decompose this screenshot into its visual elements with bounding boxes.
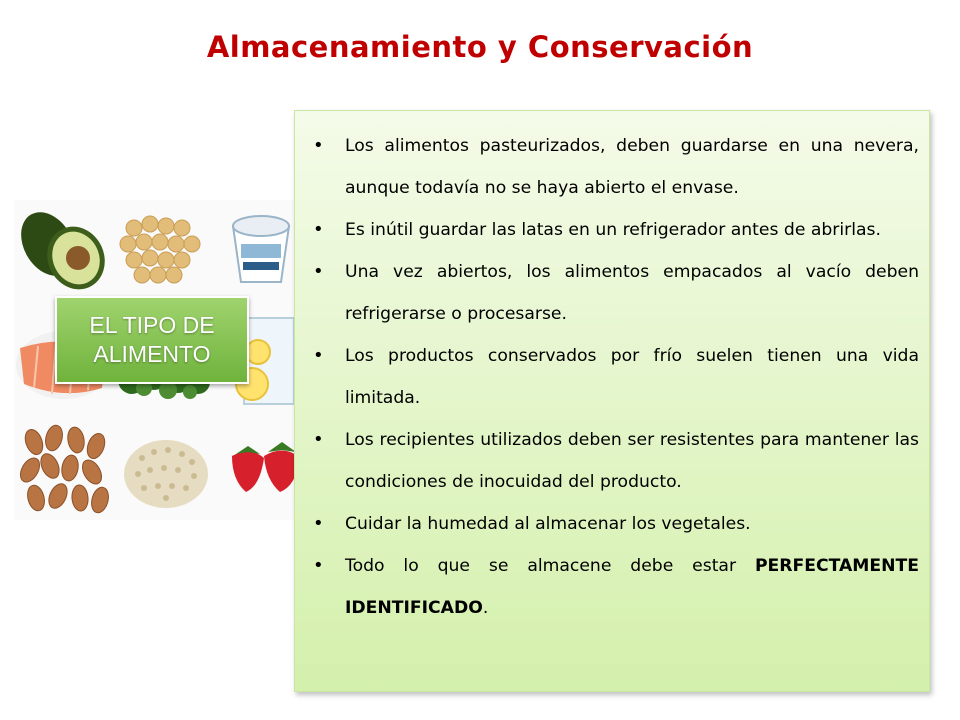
guideline-text: Es inútil guardar las latas en un refrigerador antes de abrirlas. [345, 220, 881, 240]
guideline-emphasis: PERFECTAMENTE IDENTIFICADO [345, 556, 919, 618]
guideline-item [313, 209, 919, 251]
almonds-image [14, 422, 114, 520]
guideline-item [313, 251, 919, 335]
guideline-item [313, 335, 919, 419]
guideline-text: Los productos conservados por frío suelen tienen una vida limitada. [345, 346, 919, 408]
guideline-item [313, 545, 919, 629]
guideline-text: Una vez abiertos, los alimentos empacados al vacío deben refrigerarse o procesarse. [345, 262, 919, 324]
guideline-item [313, 125, 919, 209]
avocado-image [14, 200, 110, 295]
guideline-item [313, 503, 919, 545]
guideline-text: Cuidar la humedad al almacenar los vegetales. [345, 514, 751, 534]
chickpeas-image [114, 208, 210, 293]
label-line-2: ALIMENTO [93, 341, 211, 367]
yogurt-cup-image [219, 204, 304, 294]
quinoa-image [120, 428, 212, 512]
guideline-end-punctuation: . [482, 598, 489, 618]
guideline-text: Los alimentos pasteurizados, deben guardarse en una nevera, aunque todavía no se haya abierto el envase. [345, 136, 919, 198]
food-type-label [55, 296, 249, 384]
label-line-1: EL TIPO DE [89, 312, 215, 338]
storage-guidelines-panel [294, 110, 930, 692]
slide-title: Almacenamiento y Conservación [206, 30, 754, 64]
guideline-text: Todo lo que se almacene debe estar [345, 556, 755, 576]
guidelines-list [313, 125, 919, 629]
guideline-item [313, 419, 919, 503]
guideline-text: Los recipientes utilizados deben ser resistentes para mantener las condiciones de inocuidad del producto. [345, 430, 919, 492]
